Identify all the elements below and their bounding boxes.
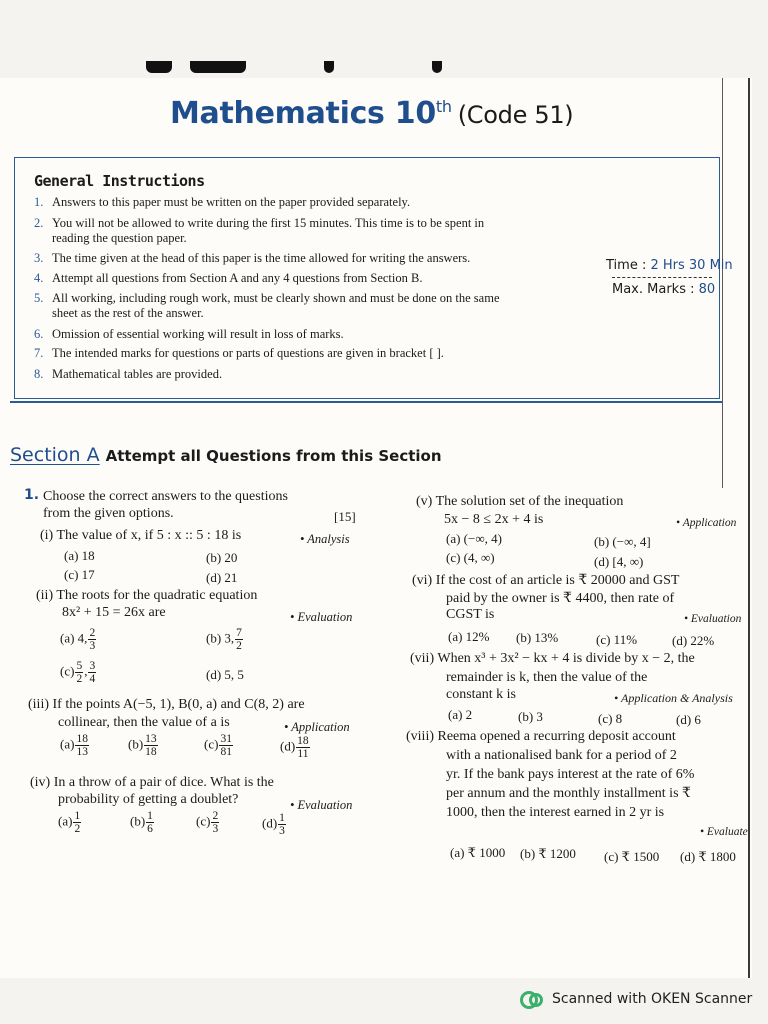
question-viii-line5: 1000, then the interest earned in 2 yr is bbox=[446, 805, 665, 820]
subject-code: (Code 51) bbox=[457, 101, 574, 129]
question-viii-line3: yr. If the bank pays interest at the rate of 6% bbox=[446, 767, 695, 782]
question-ii-tag: • Evaluation bbox=[290, 610, 353, 624]
option: (b) 3, $\frac{7}{2}$ bbox=[206, 627, 242, 652]
option: (a) 2 bbox=[448, 707, 473, 722]
option: (c) (4, ∞) bbox=[446, 550, 495, 565]
time-allowed: Time : 2 Hrs 30 Min bbox=[606, 258, 733, 273]
option: (a) $\frac{18}{13}$ bbox=[60, 733, 88, 758]
option: (a) 12% bbox=[448, 629, 490, 644]
question-vi-line2: paid by the owner is ₹ 4400, then rate of bbox=[446, 591, 675, 606]
fraction: $\frac{1}{3}$ bbox=[279, 812, 285, 837]
fraction: $\frac{3}{4}$ bbox=[89, 660, 96, 685]
question-vi-line1: (vi) If the cost of an article is ₹ 20000 and GST bbox=[412, 573, 680, 588]
question-vii-line2: remainder is k, then the value of the bbox=[446, 670, 648, 685]
option: (d) $\frac{18}{11}$ bbox=[280, 735, 309, 760]
max-marks: Max. Marks : 80 bbox=[612, 282, 716, 297]
instruction-item: 3. The time given at the head of this paper is the time allowed for writing the answers. bbox=[34, 251, 471, 265]
scanner-text: Scanned with OKEN Scanner bbox=[552, 991, 753, 1007]
option: (d) ₹ 1800 bbox=[680, 849, 736, 864]
option: (d) 22% bbox=[672, 633, 715, 648]
instructions-heading: General Instructions bbox=[34, 172, 205, 190]
instructions-box-bottom-rule bbox=[10, 401, 722, 403]
fraction: $\frac{1}{6}$ bbox=[147, 810, 153, 835]
question-vi-tag: • Evaluation bbox=[684, 613, 742, 625]
option: (a) 4, $\frac{2}{3}$ bbox=[60, 627, 96, 652]
option: (c) $\frac{31}{81}$ bbox=[204, 733, 232, 758]
option: (a) $\frac{1}{2}$ bbox=[58, 810, 81, 835]
option: (c) $\frac{5}{2}$ , $\frac{3}{4}$ bbox=[60, 660, 96, 685]
fraction: $\frac{31}{81}$ bbox=[220, 733, 232, 758]
option: (d) 6 bbox=[676, 712, 701, 727]
question-iii-tag: • Application bbox=[284, 720, 350, 734]
option: (c) 17 bbox=[64, 567, 95, 582]
question-ii-line2: 8x² + 15 = 26x are bbox=[62, 605, 166, 620]
oken-scanner-logo-icon bbox=[520, 990, 542, 1008]
question-i-tag: • Analysis bbox=[300, 532, 350, 546]
option: (a) (−∞, 4) bbox=[446, 531, 502, 546]
question-1-line1: Choose the correct answers to the questions bbox=[43, 489, 288, 504]
option: (b) ₹ 1200 bbox=[520, 846, 576, 861]
question-v-tag: • Application bbox=[676, 517, 737, 529]
option: (b) 20 bbox=[206, 550, 238, 565]
page-edge-shadow bbox=[748, 78, 750, 978]
question-vii-line3: constant k is bbox=[446, 687, 516, 702]
fraction: $\frac{18}{13}$ bbox=[76, 733, 88, 758]
exam-meta bbox=[606, 258, 733, 297]
section-subtitle: Attempt all Questions from this Section bbox=[105, 447, 442, 465]
fraction: $\frac{18}{11}$ bbox=[297, 735, 309, 760]
option: (b) $\frac{1}{6}$ bbox=[130, 810, 153, 835]
question-v-line2: 5x − 8 ≤ 2x + 4 is bbox=[444, 512, 544, 527]
option: (d) 21 bbox=[206, 570, 238, 585]
question-1-marks: [15] bbox=[334, 509, 356, 524]
meta-divider bbox=[612, 277, 712, 278]
fraction: $\frac{2}{3}$ bbox=[89, 627, 96, 652]
option: (b) (−∞, 4] bbox=[594, 534, 651, 549]
question-iv-line2: probability of getting a doublet? bbox=[58, 792, 239, 807]
question-iv-tag: • Evaluation bbox=[290, 798, 353, 812]
scanner-watermark bbox=[520, 990, 752, 1008]
question-v-line1: (v) The solution set of the inequation bbox=[416, 494, 624, 509]
cropped-header-text bbox=[146, 60, 576, 76]
option: (c) 8 bbox=[598, 711, 623, 726]
instruction-item: 5. All working, including rough work, must be clearly shown and must be done on the same sheet as the rest of the answer. bbox=[34, 291, 500, 320]
question-iv-line1: (iv) In a throw of a pair of dice. What is the bbox=[30, 775, 274, 790]
question-ii-line1: (ii) The roots for the quadratic equation bbox=[36, 588, 258, 603]
option: (a) ₹ 1000 bbox=[450, 845, 506, 860]
option: (b) 3 bbox=[518, 709, 543, 724]
question-viii-line2: with a nationalised bank for a period of 2 bbox=[446, 748, 677, 763]
fraction: $\frac{1}{2}$ bbox=[74, 810, 81, 835]
option: (a) 18 bbox=[64, 548, 95, 563]
instruction-item: 8. Mathematical tables are provided. bbox=[34, 367, 223, 381]
instruction-item: 2. You will not be allowed to write during the first 15 minutes. This time is to be spent in reading the question paper. bbox=[34, 216, 485, 245]
question-vii-tag: • Application & Analysis bbox=[614, 691, 733, 705]
page-title: Mathematics 10th (Code 51) bbox=[170, 96, 574, 131]
option: (b) $\frac{13}{18}$ bbox=[128, 733, 157, 758]
section-heading bbox=[10, 444, 442, 466]
question-1-line2: from the given options. bbox=[43, 506, 174, 521]
question-i: (i) The value of x, if 5 : x :: 5 : 18 is bbox=[40, 528, 242, 543]
instruction-item: 1. Answers to this paper must be written on the paper provided separately. bbox=[34, 195, 411, 209]
question-viii-tag: • Evaluate bbox=[700, 826, 748, 838]
question-vii-line1: (vii) When x³ + 3x² − kx + 4 is divide by x − 2, the bbox=[410, 651, 695, 666]
question-vi-line3: CGST is bbox=[446, 607, 495, 622]
question-number: 1. bbox=[24, 487, 40, 503]
fraction: $\frac{13}{18}$ bbox=[145, 733, 157, 758]
question-iii-line1: (iii) If the points A(−5, 1), B(0, a) and C(8, 2) are bbox=[28, 697, 305, 712]
instruction-item: 7. The intended marks for questions or parts of questions are given in bracket [ ]. bbox=[34, 346, 444, 360]
section-name: Section A bbox=[10, 444, 100, 466]
option: (c) 11% bbox=[596, 632, 638, 647]
question-iii-line2: collinear, then the value of a is bbox=[58, 715, 230, 730]
fraction: $\frac{5}{2}$ bbox=[76, 660, 83, 685]
option: (d) $\frac{1}{3}$ bbox=[262, 812, 285, 837]
option: (d) 5, 5 bbox=[206, 667, 244, 682]
instruction-item: 4. Attempt all questions from Section A and any 4 questions from Section B. bbox=[34, 271, 423, 285]
instruction-item: 6. Omission of essential working will result in loss of marks. bbox=[34, 327, 344, 341]
option: (c) ₹ 1500 bbox=[604, 849, 660, 864]
fraction: $\frac{2}{3}$ bbox=[212, 810, 219, 835]
fraction: $\frac{7}{2}$ bbox=[236, 627, 242, 652]
option: (d) [4, ∞) bbox=[594, 554, 644, 569]
option: (b) 13% bbox=[516, 630, 559, 645]
question-viii-line4: per annum and the monthly installment is ₹ bbox=[446, 786, 691, 801]
question-viii-line1: (viii) Reema opened a recurring deposit account bbox=[406, 729, 676, 744]
option: (c) $\frac{2}{3}$ bbox=[196, 810, 219, 835]
